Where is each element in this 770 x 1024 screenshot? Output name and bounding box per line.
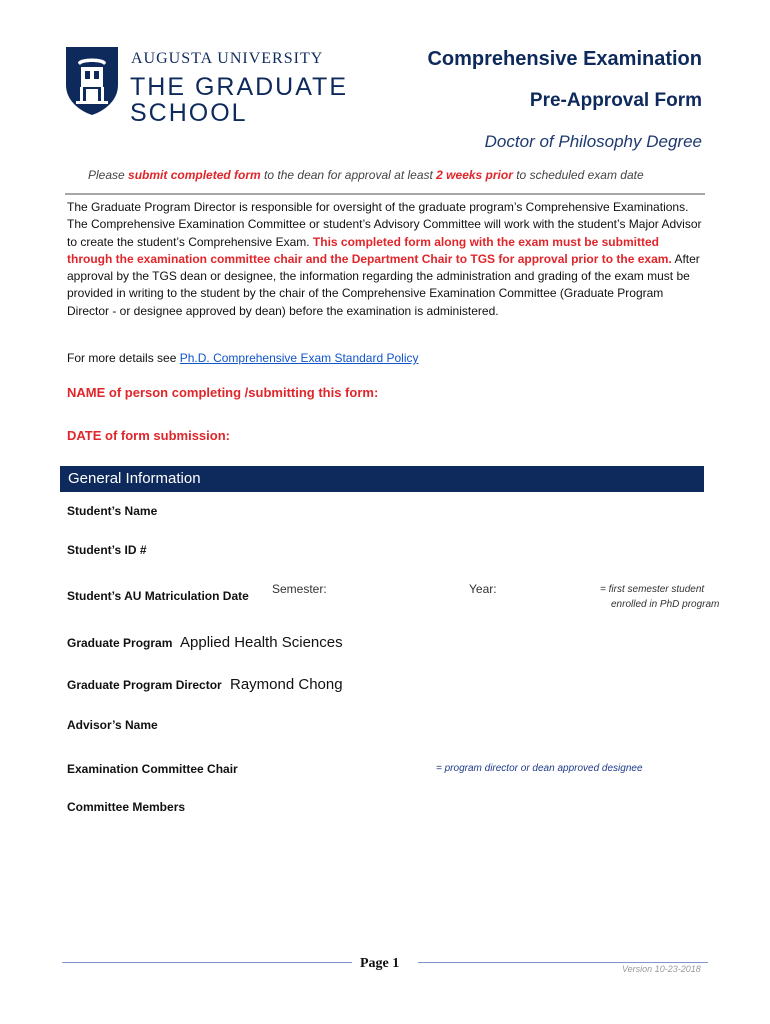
degree-title: Doctor of Philosophy Degree <box>484 132 702 151</box>
footer-rule-left <box>62 962 352 963</box>
student-id-label: Student’s ID # <box>67 543 147 557</box>
student-name-label: Student’s Name <box>67 504 158 518</box>
policy-details: For more details see Ph.D. Comprehensive Exam Standard Policy <box>67 351 419 365</box>
committee-chair-label: Examination Committee Chair <box>67 762 238 776</box>
policy-link[interactable]: Ph.D. Comprehensive Exam Standard Policy <box>179 351 419 365</box>
form-subtitle: Pre-Approval Form <box>529 90 702 111</box>
submitter-name-label: NAME of person completing /submitting this form: <box>67 385 379 400</box>
graduate-program-value[interactable]: Applied Health Sciences <box>180 634 343 651</box>
version-label: Version 10-23-2018 <box>622 964 701 974</box>
committee-members-label: Committee Members <box>67 800 186 814</box>
general-information-header <box>60 466 704 492</box>
graduate-program-label: Graduate Program <box>67 636 173 650</box>
matriculation-date-label: Student’s AU Matriculation Date <box>67 589 249 603</box>
school-name-line1: THE GRADUATE <box>130 73 348 101</box>
submission-notice: Please submit completed form to the dean for approval at least 2 weeks prior to scheduled exam date <box>88 168 644 182</box>
header-divider <box>65 193 705 195</box>
augusta-university-shield-logo <box>64 45 120 117</box>
section-title: General Information <box>68 470 201 487</box>
school-name-line2: SCHOOL <box>130 99 248 127</box>
footer-rule-right <box>418 962 708 963</box>
university-name: AUGUSTA UNIVERSITY <box>131 50 324 67</box>
first-semester-note-line2: enrolled in PhD program <box>611 599 720 610</box>
program-director-value[interactable]: Raymond Chong <box>230 676 343 693</box>
committee-chair-note: = program director or dean approved designee <box>436 763 643 774</box>
program-director-label: Graduate Program Director <box>67 678 222 692</box>
form-title: Comprehensive Examination <box>427 48 702 70</box>
submission-date-label: DATE of form submission: <box>67 428 230 443</box>
advisor-name-label: Advisor’s Name <box>67 718 158 732</box>
page-number: Page 1 <box>360 956 400 971</box>
semester-label: Semester: <box>272 582 327 596</box>
year-label: Year: <box>469 582 497 596</box>
first-semester-note-line1: = first semester student <box>600 584 705 595</box>
intro-paragraph: The Graduate Program Director is responsible for oversight of the graduate program’s Comprehensive Examinations. The Comprehensive Examination Committee or student’s Advisory Committee will work with the student’s Major Advisor to create the student’s Comprehensive Exam. This completed form along with the exam must be submitted through the examination committee chair and the Department Chair to TGS for approval prior to the exam. After approval by the TGS dean or designee, the information regarding the administration and grading of the exam must be provided in writing to the student by the chair of the Comprehensive Examination Committee (Graduate Program Director - or designee approved by dean) before the examination is administered. <box>67 200 702 318</box>
